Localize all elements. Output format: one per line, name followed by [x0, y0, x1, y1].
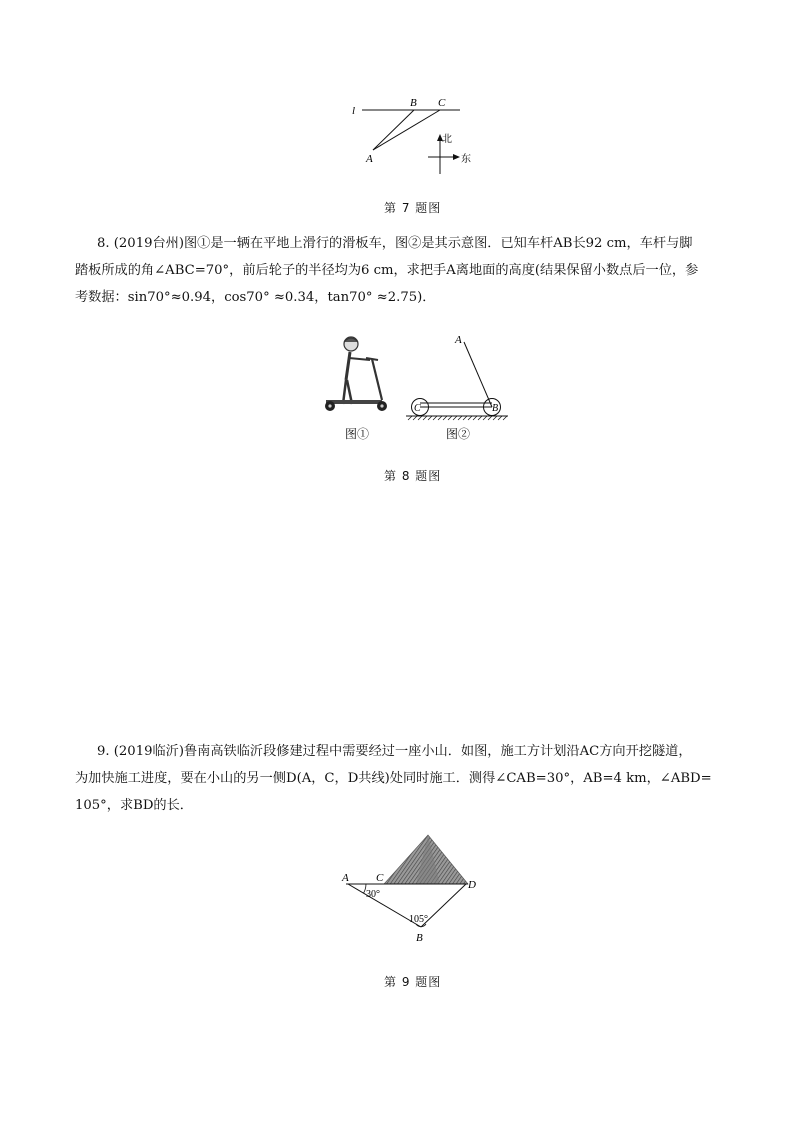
label-A9: A: [342, 872, 349, 884]
problem-9-line-2: 为加快施工进度，要在小山的另一侧D(A，C，D共线)处同时施工．测得∠CAB=30°，AB=4 km，∠ABD=: [75, 771, 712, 786]
figure-8-caption: 第 8 题图: [384, 469, 442, 483]
figure-7-diagram: [340, 92, 480, 182]
label-A: A: [366, 153, 373, 165]
label-C9: C: [376, 872, 384, 884]
angle-105-label: 105°: [409, 914, 428, 925]
figure-7-caption: 第 7 题图: [384, 201, 442, 215]
problem-9-line-1: 9. (2019临沂)鲁南高铁临沂段修建过程中需要经过一座小山．如图，施工方计划沿AC方向开挖隧道，: [97, 744, 692, 759]
label-B9: B: [416, 932, 423, 944]
wheel-hub-back: [328, 404, 331, 407]
problem-8-line-3: 考数据：sin70°≈0.94，cos70° ≈0.34，tan70° ≈2.75)．: [75, 290, 436, 305]
label-B8: B: [492, 403, 499, 414]
label-B: B: [410, 97, 417, 109]
wheel-hub-front: [380, 404, 383, 407]
scooter-deck: [326, 400, 382, 404]
label-A8: A: [455, 334, 462, 346]
problem-8: [75, 230, 735, 311]
ground-hatching: [408, 416, 507, 420]
figure-8-sub1-label: 图①: [345, 427, 370, 441]
label-C: C: [438, 97, 446, 109]
label-l: l: [352, 105, 356, 117]
east-arrow-icon: [453, 154, 460, 160]
angle-30-label: 30°: [366, 889, 380, 900]
figure-9-caption: 第 9 题图: [384, 975, 442, 989]
rider-body: [346, 352, 350, 380]
figure-9-diagram: [336, 830, 486, 950]
pole-AB: [464, 342, 492, 407]
label-C8: C: [414, 403, 421, 414]
problem-9: [75, 738, 735, 819]
figure-8-sub2-label: 图②: [446, 427, 471, 441]
label-east: 东: [461, 154, 471, 165]
problem-8-line-1: 8. (2019台州)图①是一辆在平地上滑行的滑板车，图②是其示意图．已知车杆AB长92 cm，车杆与脚: [97, 236, 693, 251]
scooter-pole: [372, 359, 382, 400]
problem-8-line-2: 踏板所成的角∠ABC=70°，前后轮子的半径均为6 cm，求把手A离地面的高度(结果保留小数点后一位，参: [75, 263, 699, 278]
segment-AB: [373, 110, 414, 150]
label-D9: D: [468, 879, 476, 891]
label-north: 北: [442, 134, 452, 145]
problem-9-line-3: 105°，求BD的长．: [75, 798, 193, 813]
figure-8-schematic: [402, 330, 512, 430]
segment-AC: [373, 110, 440, 150]
